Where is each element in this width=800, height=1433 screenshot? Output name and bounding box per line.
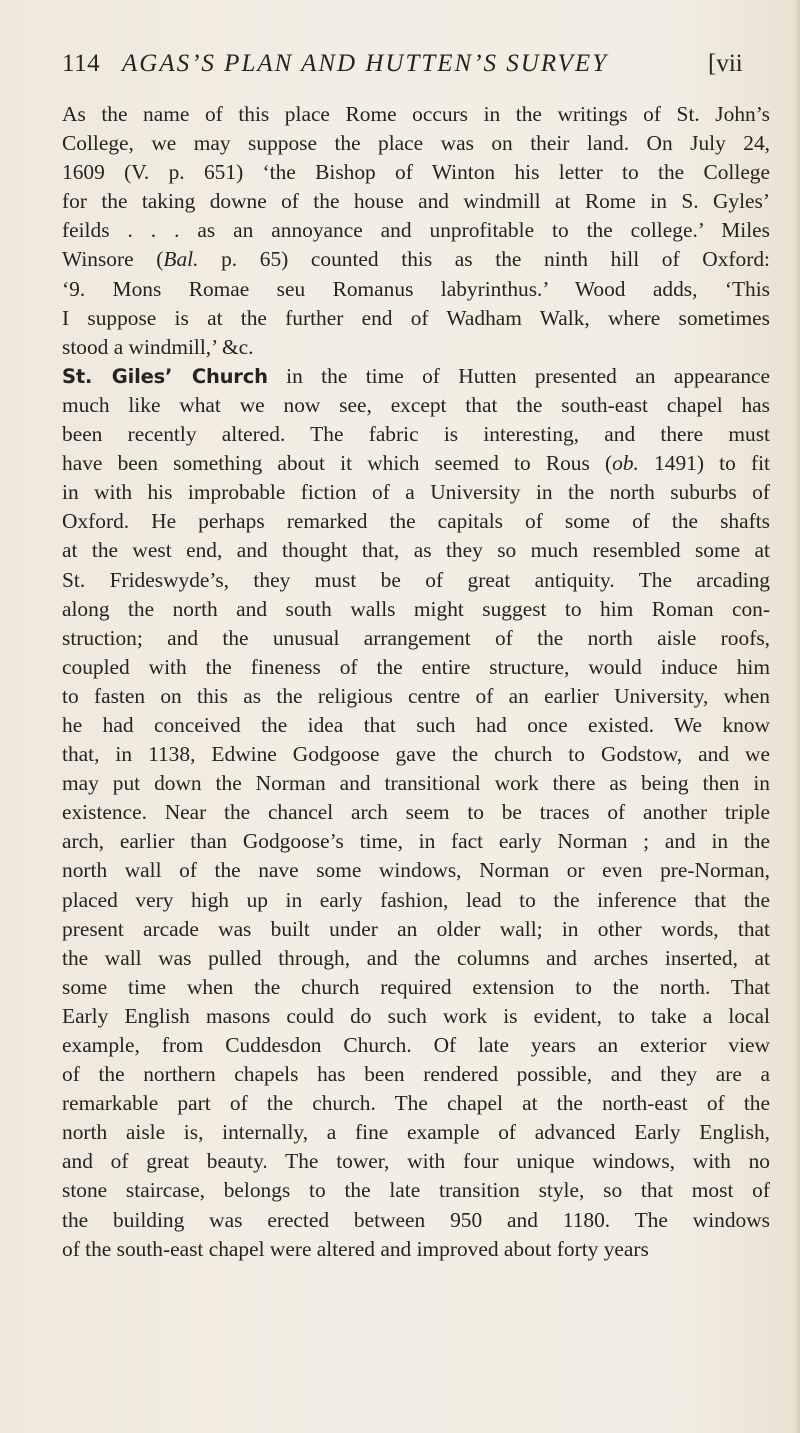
text-segment: remarkable part of the church. The chapel at the north-east of the (62, 1091, 770, 1116)
text-segment: much like what we now see, except that the south-east chapel has (62, 392, 770, 417)
text-line (62, 362, 770, 391)
text-line (62, 944, 770, 973)
italic-reference: Bal. (163, 247, 199, 272)
body-text (62, 100, 770, 1264)
text-segment: to fasten on this as the religious centre of an earlier University, when (62, 683, 770, 708)
text-line (62, 856, 770, 885)
text-segment: ‘9. Mons Romae seu Romanus labyrinthus.’ Wood adds, ‘This (62, 276, 770, 301)
text-line (62, 1060, 770, 1089)
text-segment: As the name of this place Rome occurs in the writings of St. John’s (62, 102, 770, 126)
section-marker (708, 50, 743, 78)
text-line (62, 1031, 770, 1060)
text-segment: arch, earlier than Godgoose’s time, in fact early Norman ; and in the (62, 829, 770, 854)
text-segment: that, in 1138, Edwine Godgoose gave the church to Godstow, and we (62, 742, 770, 767)
running-title: AGAS’S PLAN AND HUTTEN’S SURVEY (122, 50, 609, 77)
text-segment: the wall was pulled through, and the columns and arches inserted, at (62, 945, 770, 970)
text-segment: along the north and south walls might suggest to him Roman con- (62, 596, 770, 621)
text-line (62, 915, 770, 944)
text-line (62, 1206, 770, 1235)
text-line (62, 682, 770, 711)
text-line (62, 827, 770, 856)
text-segment: College, we may suppose the place was on their land. On July 24, (62, 131, 770, 156)
text-segment: at the west end, and thought that, as they so much resembled some at (62, 538, 770, 563)
text-segment: existence. Near the chancel arch seem to be traces of another triple (62, 800, 770, 825)
text-line (62, 769, 770, 798)
text-line (62, 1176, 770, 1205)
text-line (62, 158, 770, 187)
text-line (62, 1147, 770, 1176)
text-line (62, 536, 770, 565)
text-line (62, 245, 770, 274)
text-line (62, 653, 770, 682)
text-segment: example, from Cuddesdon Church. Of late years an exterior view (62, 1033, 770, 1057)
text-segment: 1609 (V. p. 651) ‘the Bishop of Winton his letter to the College (62, 160, 770, 185)
text-segment: St. Frideswyde’s, they must be of great antiquity. The arcading (62, 567, 770, 592)
section-marker-text: [vii (708, 50, 743, 77)
text-segment: north wall of the nave some windows, Norman or even pre-Norman, (62, 858, 770, 883)
text-line (62, 973, 770, 1002)
text-segment: feilds . . . as an annoyance and unprofitable to the college.’ Miles (62, 218, 770, 243)
text-segment: I suppose is at the further end of Wadham Walk, where sometimes (62, 305, 770, 330)
text-line (62, 420, 770, 449)
text-line (62, 740, 770, 769)
text-segment: in the time of Hutten presented an appearance (267, 363, 770, 388)
text-segment: 1491) to fit (638, 451, 770, 476)
text-line (62, 595, 770, 624)
text-segment: stone staircase, belongs to the late transition style, so that most of (62, 1178, 770, 1203)
text-segment: placed very high up in early fashion, lead to the inference that the (62, 887, 770, 912)
text-segment: have been something about it which seemed to Rous ( (62, 451, 613, 476)
text-line (62, 798, 770, 827)
text-segment: some time when the church required extension to the north. That (62, 974, 770, 999)
page-number: 114 (62, 50, 101, 77)
text-segment: the building was erected between 950 and 1180. The windows (62, 1207, 770, 1232)
text-segment: struction; and the unusual arrangement of the north aisle roofs, (62, 625, 770, 650)
text-segment: in with his improbable fiction of a University in the north suburbs of (62, 480, 770, 505)
text-line (62, 1118, 770, 1147)
text-segment: been recently altered. The fabric is interesting, and there must (62, 422, 770, 447)
text-segment: he had conceived the idea that such had once existed. We know (62, 712, 770, 737)
text-segment: present arcade was built under an older wall; in other words, that (62, 916, 770, 941)
text-segment: north aisle is, internally, a fine example of advanced Early English, (62, 1120, 770, 1145)
text-line (62, 886, 770, 915)
text-line (62, 333, 770, 362)
text-segment: of the south-east chapel were altered and improved about forty years (62, 1236, 649, 1261)
text-segment: may put down the Norman and transitional work there as being then in (62, 771, 770, 796)
text-line (62, 1089, 770, 1118)
text-segment: for the taking downe of the house and windmill at Rome in S. Gyles’ (62, 189, 770, 214)
text-line (62, 275, 770, 304)
text-line (62, 478, 770, 507)
text-line (62, 449, 770, 478)
text-line (62, 566, 770, 595)
text-segment: Oxford. He perhaps remarked the capitals of some of the shafts (62, 509, 770, 534)
text-segment: of the northern chapels has been rendered possible, and they are a (62, 1062, 770, 1087)
text-line (62, 129, 770, 158)
text-segment: Early English masons could do such work is evident, to take a local (62, 1003, 770, 1028)
text-line (62, 100, 770, 129)
page-header (62, 50, 762, 86)
text-line (62, 1235, 770, 1264)
text-line (62, 391, 770, 420)
text-segment: and of great beauty. The tower, with four unique windows, with no (62, 1149, 770, 1174)
text-line (62, 187, 770, 216)
text-line (62, 507, 770, 536)
page-edge-shadow (794, 0, 800, 1433)
text-segment: stood a windmill,’ &c. (62, 334, 254, 359)
text-line (62, 216, 770, 245)
text-segment: Winsore ( (62, 247, 164, 272)
text-line (62, 624, 770, 653)
italic-reference: ob. (612, 451, 639, 476)
section-heading: St. Giles’ Church (62, 364, 268, 388)
text-line (62, 1002, 770, 1031)
text-line (62, 304, 770, 333)
text-segment: p. 65) counted this as the ninth hill of Oxford: (198, 247, 770, 272)
text-line (62, 711, 770, 740)
text-segment: coupled with the fineness of the entire structure, would induce him (62, 654, 770, 679)
